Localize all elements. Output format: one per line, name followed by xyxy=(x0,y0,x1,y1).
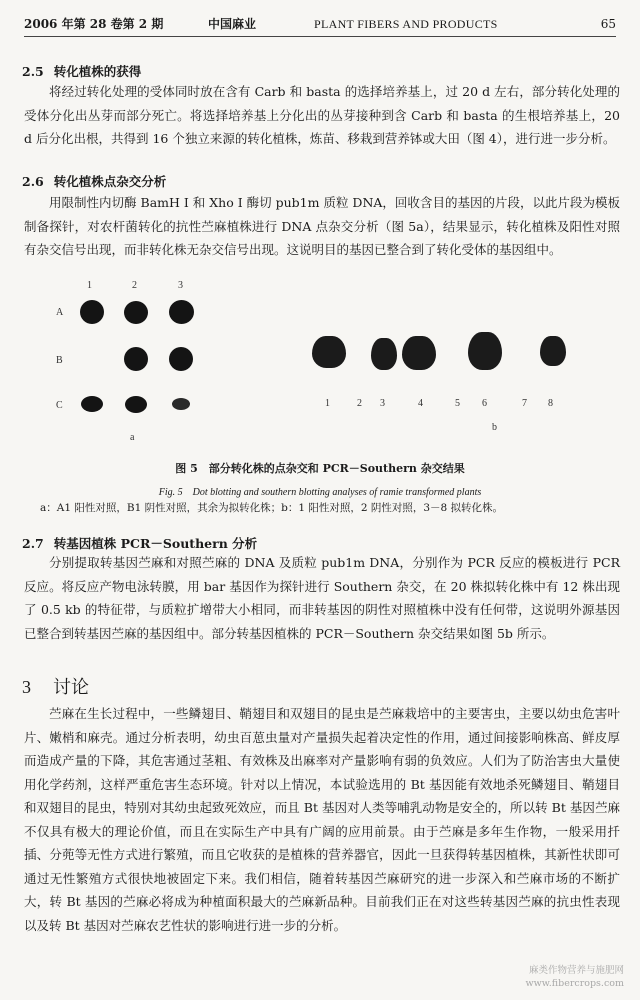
dot-blot-panel xyxy=(40,270,220,450)
watermark xyxy=(526,964,624,990)
hybridization-dot xyxy=(81,396,103,412)
row-label: A xyxy=(56,307,64,318)
watermark-line: 麻类作物营养与施肥网 xyxy=(528,965,624,976)
section-2-7-body: 分别提取转基因苎麻和对照苎麻的 DNA 及质粒 pub1m DNA，分别作为 PCR 反应的模板进行 PCR 反应。将反应产物电泳转膜，用 bar 基因作为探针进行 Southern 杂交，在 20 株拟转化株中有 12 株出现了 0.5 kb 的特征带，与质粒扩增带大小相同，而非转基因的阴性对照植株中没有任何带，这说明外源基因已整合到转基因苎麻的基因组中。部分转基因植株的 PCR－Southern 杂交结果如图 5b 所示。 xyxy=(24,555,620,641)
hybridization-dot xyxy=(80,300,104,324)
blot-band xyxy=(540,336,566,366)
blot-band xyxy=(468,332,502,370)
section-title: 讨论 xyxy=(53,677,89,698)
section-title: 转基因植株 PCR－Southern 分析 xyxy=(53,536,258,551)
blot-band xyxy=(371,338,397,370)
watermark-url: www.fibercrops.com xyxy=(525,978,624,989)
section-2-5-body: 将经过转化处理的受体同时放在含有 Carb 和 basta 的选择培养基上，过 20 d 左右，部分转化处理的受体分化出丛芽而部分死亡。将选择培养基上分化出的丛芽接种到含 Carb 和 basta 的生根培养基上，20 d 后分化出根，共得到 16 个独立来源的转化植株，炼苗、移栽到营养钵或大田（图 4），进行进一步分析。 xyxy=(24,84,620,146)
page-header xyxy=(24,14,616,37)
blot-band xyxy=(312,336,346,368)
col-label: 3 xyxy=(178,280,183,291)
lane-label: 5 xyxy=(455,398,460,409)
hybridization-dot xyxy=(124,347,148,371)
page-number: 65 xyxy=(600,17,616,31)
journal-name-cn: 中国麻业 xyxy=(208,17,257,31)
hybridization-dot xyxy=(124,301,148,324)
figure-5 xyxy=(40,270,600,450)
lane-label: 2 xyxy=(357,398,362,409)
section-title: 转化植株的获得 xyxy=(53,64,142,79)
hybridization-dot xyxy=(172,398,190,410)
section-number: 2.6 xyxy=(22,174,44,189)
lane-label: 8 xyxy=(548,398,553,409)
section-number: 2.7 xyxy=(22,536,44,551)
figure-caption-en: Fig. 5 Dot blotting and southern blotting analyses of ramie transformed plants xyxy=(158,487,482,498)
section-number: 3 xyxy=(22,677,31,697)
row-label: B xyxy=(56,355,63,366)
lane-label: 1 xyxy=(325,398,330,409)
panel-a-label: a xyxy=(130,432,135,443)
blot-band xyxy=(402,336,436,370)
section-2-6-heading xyxy=(22,172,166,190)
col-label: 2 xyxy=(132,280,137,291)
section-title: 转化植株点杂交分析 xyxy=(53,174,167,189)
figure-note: a：A1 阳性对照，B1 阴性对照，其余为拟转化株；b：1 阳性对照，2 阴性对照，3－8 拟转化株。 xyxy=(40,502,504,514)
section-3-body: 苎麻在生长过程中，一些鳞翅目、鞘翅目和双翅目的昆虫是苎麻栽培中的主要害虫，主要以幼虫危害叶片、嫩梢和麻壳。通过分析表明，幼虫百葸虫量对产量损失起着决定性的作用，通过间接影响株高、鲜皮厚而造成产量的下降，其危害通过茎粗、有效株及出麻率对产量影响有弱的负效应。人们为了防治害虫大量使用化学药剂，这样严重危害生态环境。针对以上情况，本试验选用的 Bt 基因能有效地杀死鳞翅目、鞘翅目和双翅目的昆虫，特别对其幼虫起致死效应，而且 Bt 基因对人类等哺乳动物是安全的，所以转 Bt 基因苎麻不仅具有极大的理论价值，而且在实际生产中具有广阔的应用前景。由于苎麻是多年生作物，一般采用扦插、分蔸等无性方式进行繁殖，而且它收获的是植株的营养器官，因此一旦获得转基因植株，其新性状即可通过无性繁殖方式很快地被固定下来。我们相信，随着转基因苎麻研究的进一步深入和苎麻市场的不断扩大，转 Bt 基因的苎麻必将成为种植面积最大的苎麻新品种。目前我们正在对这些转基因苎麻的抗虫性表现以及转 Bt 基因对苎麻农艺性状的影响进行进一步的分析。 xyxy=(24,706,620,933)
issue-info: 2006 年第 28 卷第 2 期 xyxy=(24,17,164,31)
panel-b-label: b xyxy=(492,422,497,433)
lane-label: 7 xyxy=(522,398,527,409)
hybridization-dot xyxy=(169,347,193,371)
southern-blot-panel xyxy=(300,270,600,450)
lane-label: 3 xyxy=(380,398,385,409)
col-label: 1 xyxy=(87,280,92,291)
figure-caption-cn: 图 5 部分转化株的点杂交和 PCR－Southern 杂交结果 xyxy=(175,462,465,475)
section-2-7-heading xyxy=(22,534,257,552)
section-3-heading xyxy=(22,673,89,699)
section-2-6-body: 用限制性内切酶 BamH I 和 Xho I 酶切 pub1m 质粒 DNA，回收含目的基因的片段，以此片段为模板制备探针，对农杆菌转化的抗性苎麻植株进行 DNA 点杂交分析（图 5a），结果显示，转化植株及阳性对照有杂交信号出现，而非转化株无杂交信号出现。这说明目的基因已整合到了转化受体的基因组中。 xyxy=(24,195,620,257)
hybridization-dot xyxy=(125,396,147,413)
section-2-5-heading xyxy=(22,62,141,80)
lane-label: 6 xyxy=(482,398,487,409)
hybridization-dot xyxy=(169,300,194,324)
journal-name-en: PLANT FIBERS AND PRODUCTS xyxy=(314,17,498,31)
row-label: C xyxy=(56,400,63,411)
section-number: 2.5 xyxy=(22,64,44,79)
lane-label: 4 xyxy=(418,398,423,409)
